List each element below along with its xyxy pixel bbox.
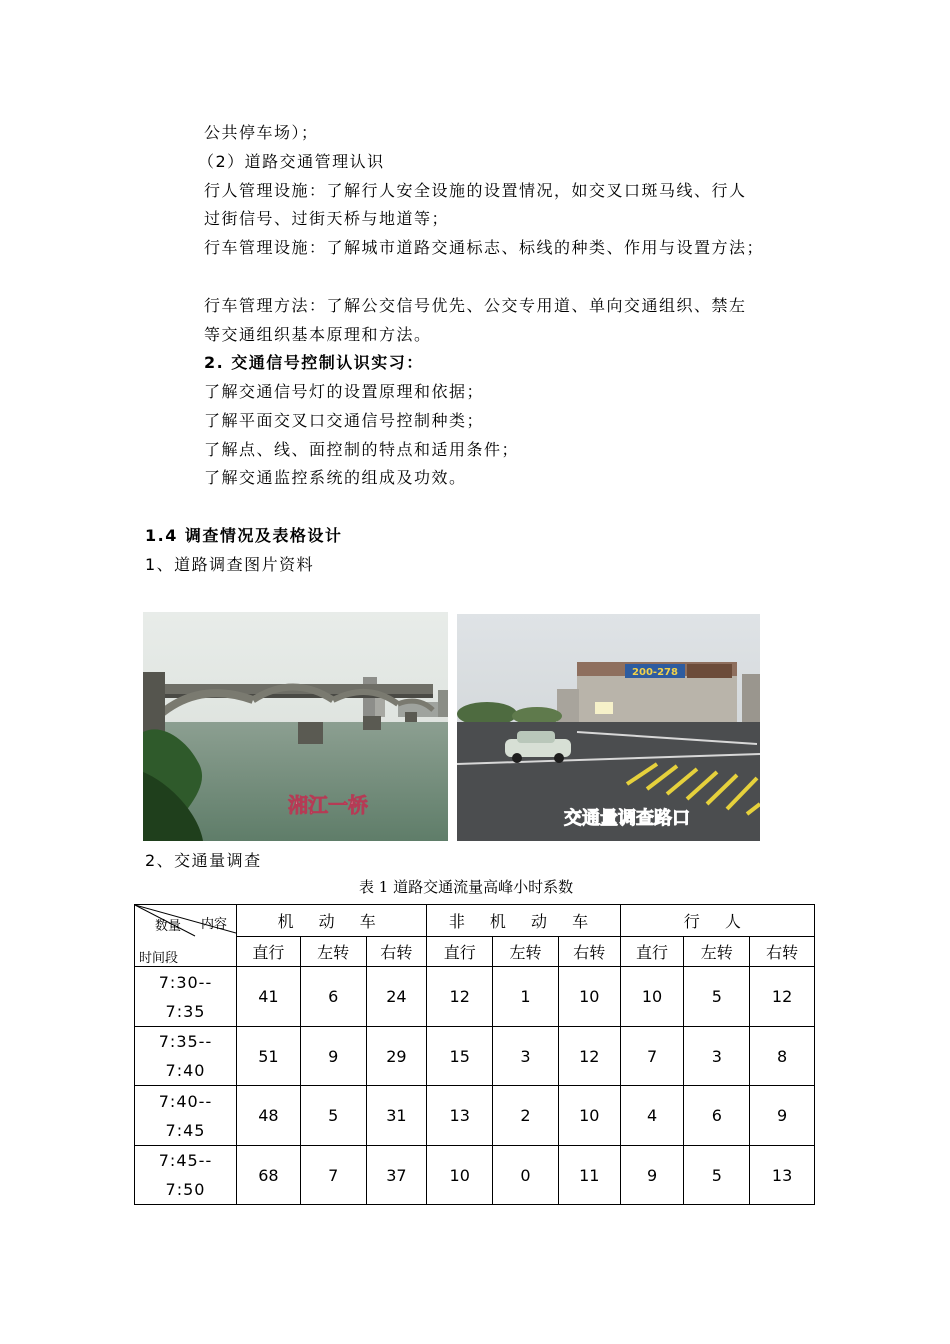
text-line: 了解平面交叉口交通信号控制种类； — [204, 411, 485, 430]
value-cell: 1 — [493, 967, 559, 1027]
time-start: 7:40-- — [158, 1091, 213, 1111]
subheader-cell: 直行 — [237, 936, 301, 967]
subheading: 2、交通量调查 — [145, 851, 262, 870]
value-cell: 13 — [750, 1146, 815, 1205]
text-line: 了解点、线、面控制的特点和适用条件； — [204, 440, 520, 459]
time-end: 7:40 — [165, 1061, 206, 1080]
value-cell: 37 — [366, 1146, 427, 1205]
subheader-cell: 右转 — [558, 936, 620, 967]
value-cell: 2 — [493, 1086, 559, 1146]
value-cell: 12 — [750, 967, 815, 1027]
text-line: 过街信号、过街天桥与地道等； — [204, 209, 450, 228]
text-line: 了解交通监控系统的组成及功效。 — [204, 468, 467, 487]
value-cell: 24 — [366, 967, 427, 1027]
subheader-cell: 左转 — [300, 936, 366, 967]
header-corner-cell — [135, 905, 237, 967]
value-cell: 6 — [300, 967, 366, 1027]
group-header-nonmotor: 非 机 动 车 — [427, 905, 620, 937]
time-cell — [135, 1027, 237, 1086]
traffic-volume-table — [134, 904, 815, 1205]
value-cell: 10 — [620, 967, 684, 1027]
value-cell: 13 — [427, 1086, 493, 1146]
time-end: 7:45 — [165, 1120, 206, 1140]
value-cell: 10 — [558, 967, 620, 1027]
value-cell: 10 — [427, 1146, 493, 1205]
value-cell: 15 — [427, 1027, 493, 1086]
group-header-pedestrian: 行 人 — [620, 905, 814, 937]
text-line: （2）道路交通管理认识 — [198, 152, 385, 171]
text-line: 行车管理方法：了解公交信号优先、公交专用道、单向交通组织、禁左 — [204, 296, 747, 315]
bridge-photo-caption: 湘江一桥 — [288, 793, 368, 817]
table-row — [135, 967, 815, 1027]
value-cell: 51 — [237, 1027, 301, 1086]
time-cell — [135, 1146, 237, 1205]
subheader-cell: 直行 — [620, 936, 684, 967]
numbered-heading: 2. 交通信号控制认识实习： — [204, 353, 424, 372]
time-start: 7:35-- — [158, 1032, 213, 1051]
corner-label-content: 内容 — [201, 917, 228, 932]
text-line: 公共停车场）； — [204, 123, 319, 142]
subheader-cell: 左转 — [684, 936, 750, 967]
value-cell: 48 — [237, 1086, 301, 1146]
value-cell: 10 — [558, 1086, 620, 1146]
group-header-motor: 机 动 车 — [237, 905, 427, 937]
section-heading: 1.4 调查情况及表格设计 — [145, 526, 343, 545]
text-line: 等交通组织基本原理和方法。 — [204, 325, 432, 344]
text-line: 了解交通信号灯的设置原理和依据； — [204, 382, 485, 401]
bridge-photo — [143, 612, 448, 841]
value-cell: 3 — [684, 1027, 750, 1086]
value-cell: 6 — [684, 1086, 750, 1146]
table-row — [135, 1086, 815, 1146]
value-cell: 31 — [366, 1086, 427, 1146]
value-cell: 9 — [620, 1146, 684, 1205]
value-cell: 5 — [300, 1086, 366, 1146]
corner-label-period: 时间段 — [139, 951, 179, 966]
time-end: 7:50 — [165, 1180, 206, 1199]
value-cell: 5 — [684, 967, 750, 1027]
value-cell: 8 — [750, 1027, 815, 1086]
value-cell: 5 — [684, 1146, 750, 1205]
time-start: 7:30-- — [158, 972, 213, 992]
subheader-cell: 右转 — [366, 936, 427, 967]
value-cell: 11 — [558, 1146, 620, 1205]
time-start: 7:45-- — [158, 1151, 213, 1170]
time-cell — [135, 1086, 237, 1146]
value-cell: 7 — [300, 1146, 366, 1205]
value-cell: 3 — [493, 1027, 559, 1086]
time-end: 7:35 — [165, 1001, 206, 1021]
value-cell: 12 — [427, 967, 493, 1027]
subheading: 1、道路调查图片资料 — [145, 555, 315, 574]
value-cell: 9 — [750, 1086, 815, 1146]
subheader-cell: 左转 — [493, 936, 559, 967]
value-cell: 68 — [237, 1146, 301, 1205]
time-cell — [135, 967, 237, 1027]
corner-label-quantity: 数量 — [155, 919, 182, 934]
subheader-cell: 直行 — [427, 936, 493, 967]
value-cell: 41 — [237, 967, 301, 1027]
value-cell: 12 — [558, 1027, 620, 1086]
table-row — [135, 1146, 815, 1205]
subheader-cell: 右转 — [750, 936, 815, 967]
value-cell: 29 — [366, 1027, 427, 1086]
table-title: 表 1 道路交通流量高峰小时系数 — [359, 878, 574, 896]
value-cell: 7 — [620, 1027, 684, 1086]
intersection-photo — [457, 614, 760, 841]
text-line: 行车管理设施：了解城市道路交通标志、标线的种类、作用与设置方法； — [204, 238, 765, 257]
value-cell: 4 — [620, 1086, 684, 1146]
intersection-photo-caption: 交通量调查路口 — [564, 808, 690, 829]
table-row — [135, 1027, 815, 1086]
billboard-text: 200-278 — [632, 667, 678, 678]
value-cell: 9 — [300, 1027, 366, 1086]
value-cell: 0 — [493, 1146, 559, 1205]
text-line: 行人管理设施：了解行人安全设施的设置情况，如交叉口斑马线、行人 — [204, 181, 747, 200]
